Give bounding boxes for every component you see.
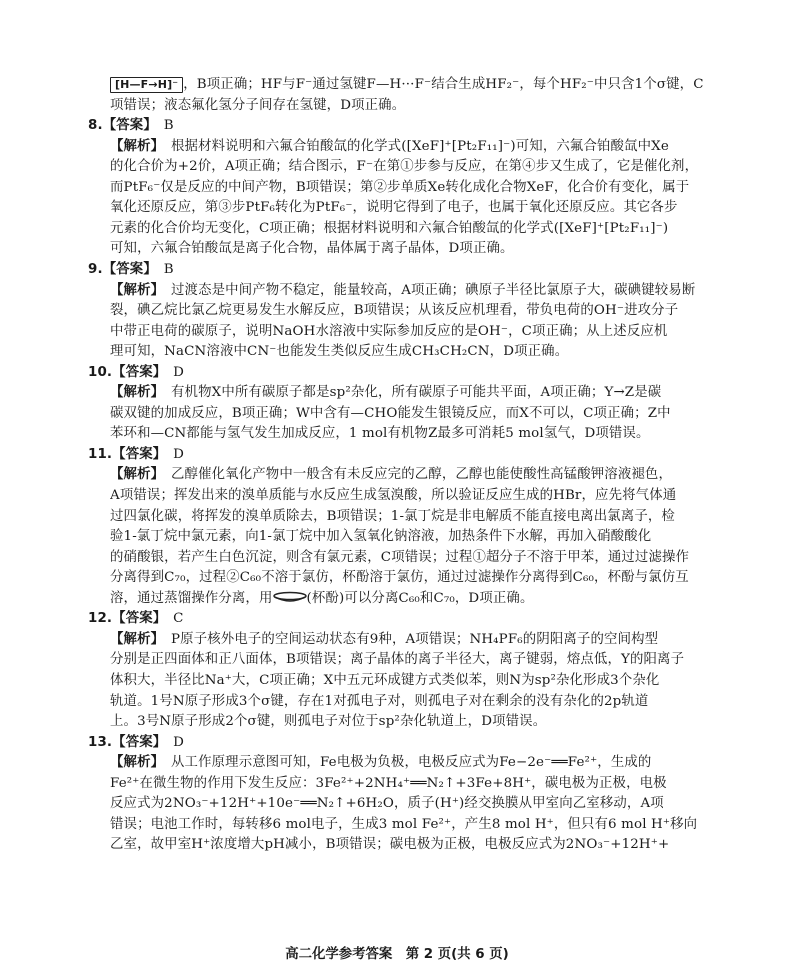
analysis-text: 从工作原理示意图可知，Fe电极为负极，电极反应式为Fe−2e⁻══Fe²⁺，生成的 [157,755,652,771]
body-line [110,568,710,588]
line-text: 中带正电荷的碳原子，说明NaOH水溶液中实际参加反应的是OH⁻，C项正确；从上述反应机 [110,323,668,339]
line-text: (杯酚)可以分离C₆₀和C₇₀，D项正确。 [306,590,534,606]
body-line [110,671,710,691]
line-text: 错误；电池工作时，每转移6 mol电子，生成3 mol Fe²⁺，产生8 mol H⁺，但只有6 mol H⁺移向 [110,816,698,832]
answer-tag: 【答案】 [112,446,160,462]
body-line [110,322,710,342]
line-text: 碳双键的加成反应，B项正确；W中含有—CHO能发生银镜反应，而X不可以，C项正确；Z中 [110,405,671,421]
answer-choice: D [159,446,185,462]
body-line [110,486,710,506]
answer-line [88,609,688,629]
line-text: 上。3号N原子形成2个σ键，则孤电子对位于sp²杂化轨道上，D项错误。 [110,714,547,730]
answer-choice: D [159,734,185,750]
body-line [110,178,710,198]
question-number: 13. [88,734,113,750]
line-text: 理可知，NaCN溶液中CN⁻也能发生类似反应生成CH₃CH₂CN，D项正确。 [110,344,569,360]
line-text: 裂，碘乙烷比氯乙烷更易发生水解反应，B项错误；从该反应机理看，带负电荷的OH⁻进攻分子 [110,303,679,319]
line-text: 苯环和—CN都能与氢气发生加成反应，1 mol有机物Z最多可消耗5 mol氢气，D项错误。 [110,426,650,442]
analysis-tag: 【解析】 [110,282,158,298]
answer-choice: B [150,118,174,134]
body-line [110,404,710,424]
answer-choice: D [159,364,185,380]
analysis-text: 乙醇催化氧化产物中一般含有未反应完的乙醇，乙醇也能使酸性高锰酸钾溶液褪色， [157,467,673,483]
line-text: 的化合价为+2价，A项正确；结合图示，F⁻在第①步参与反应，在第④步又生成了，它是催化剂， [110,159,699,175]
analysis-text: P原子核外电子的空间运动状态有9种，A项错误；NH₄PF₆的阴阳离子的空间构型 [157,631,659,647]
body-line [110,157,710,177]
analysis-tag: 【解析】 [110,755,158,771]
line-text: 的硝酸银，若产生白色沉淀，则含有氯元素，C项错误；过程①超分子不溶于甲苯，通过过滤操作 [110,549,690,565]
question-number: 8. [88,118,103,134]
analysis-text: 有机物X中所有碳原子都是sp²杂化，所有碳原子可能共平面，A项正确；Y→Z是碳 [157,385,662,401]
line-text: ，B项正确；HF与F⁻通过氢键F—H···F⁻结合生成HF₂⁻，每个HF₂⁻中只含1个σ键，C [183,77,704,92]
line-text: Fe²⁺在微生物的作用下发生反应：3Fe²⁺+2NH₄⁺══N₂↑+3Fe+8H⁺，碳电极为正极，电极 [110,775,667,791]
analysis-line [110,383,710,403]
answer-line [88,445,688,465]
line-text: 而PtF₆⁻仅是反应的中间产物，B项错误；第②步单质Xe转化成化合物XeF，化合价有变化，属于 [110,179,690,195]
line-text: 乙室，故甲室H⁺浓度增大pH减小，B项错误；碳电极为正极，电极反应式为2NO₃⁻+12H⁺+ [110,837,670,853]
calixarene-cup-icon [273,591,307,603]
line-text: 反应式为2NO₃⁻+12H⁺+10e⁻══N₂↑+6H₂O，质子(H⁺)经交换膜从甲室向乙室移动，A项 [110,796,664,812]
body-line [110,835,710,855]
body-line [110,815,710,835]
body-line [110,424,710,444]
answer-line [88,260,688,280]
body-line [110,692,710,712]
line-text: 项错误；液态氟化氢分子间存在氢键，D项正确。 [110,97,406,113]
body-line [110,301,710,321]
answer-line [88,733,688,753]
answer-choice: C [159,611,184,627]
analysis-tag: 【解析】 [110,138,158,154]
analysis-text: 过渡态是中间产物不稳定，能量较高，A项正确；碘原子半径比氯原子大，碳碘键较易断 [157,282,696,298]
line-text: 轨道。1号N原子形成3个σ键，存在1对孤电子对，则孤电子对在剩余的没有杂化的2p轨道 [110,693,649,709]
analysis-text: 根据材料说明和六氟合铂酸氙的化学式([XeF]⁺[Pt₂F₁₁]⁻)可知，六氟合铂酸氙中Xe [157,138,669,154]
line-text: 氧化还原反应，第③步PtF₆转化为PtF₆⁻，说明它得到了电子，也属于氧化还原反应。其它各步 [110,200,678,216]
line-text: 过四氯化碳，将挥发的溴单质除去，B项错误；1-氯丁烷是非电解质不能直接电离出氯离子，检 [110,508,675,524]
body-line [110,712,710,732]
answer-tag: 【答案】 [102,261,151,277]
analysis-line [110,630,710,650]
body-line [110,650,710,670]
question-number: 10. [88,364,113,380]
body-line [110,548,710,568]
analysis-line [110,753,710,773]
answer-tag: 【答案】 [102,118,151,134]
analysis-line [110,137,710,157]
analysis-line [110,281,710,301]
page-footer: 高二化学参考答案 第 2 页(共 6 页) [285,947,509,962]
formula-line [110,75,710,95]
line-text: 分别是正四面体和正八面体，B项错误；离子晶体的离子半径大，离子键弱，熔点低，Y的阳离子 [110,652,685,668]
answer-choice: B [150,261,174,277]
body-line [110,219,710,239]
body-line [110,239,710,259]
answer-tag: 【答案】 [112,364,160,380]
body-line [110,794,710,814]
answer-line [88,363,688,383]
answer-line [88,116,688,136]
analysis-line [110,465,710,485]
body-line [110,527,710,547]
body-line [110,342,710,362]
line-text: 元素的化合价均无变化，C项正确；根据材料说明和六氟合铂酸氙的化学式([XeF]⁺[Pt₂F₁₁]⁻) [110,220,669,236]
analysis-tag: 【解析】 [110,385,158,401]
line-text: A项错误；挥发出来的溴单质能与水反应生成氢溴酸，所以验证反应生成的HBr，应先将气体通 [110,488,677,503]
answer-tag: 【答案】 [112,611,160,627]
question-number: 9. [88,261,103,277]
question-number: 12. [88,611,113,627]
answer-tag: 【答案】 [112,734,160,750]
body-line [110,507,710,527]
body-line [110,774,710,794]
line-text: 体积大，半径比Na⁺大，C项正确；X中五元环成键方式类似苯，则N为sp²杂化形成3个杂化 [110,672,660,688]
analysis-tag: 【解析】 [110,631,158,647]
calixarene-line [110,589,710,609]
question-number: 11. [88,446,113,462]
body-line [110,198,710,218]
bracket-formula: [H—F→H]⁻ [110,77,183,93]
analysis-tag: 【解析】 [110,467,158,483]
line-text: 溶，通过蒸馏操作分离，用 [110,590,273,606]
line-text: 可知，六氟合铂酸氙是离子化合物，晶体属于离子晶体，D项正确。 [110,241,514,257]
line-text: 验1-氯丁烷中氯元素，向1-氯丁烷中加入氢氧化钠溶液，加热条件下水解，再加入硝酸酸化 [110,529,652,545]
body-line [110,96,710,116]
line-text: 分离得到C₇₀，过程②C₆₀不溶于氯仿，杯酚溶于氯仿，通过过滤操作分离得到C₆₀，杯酚与氯仿互 [110,570,689,586]
